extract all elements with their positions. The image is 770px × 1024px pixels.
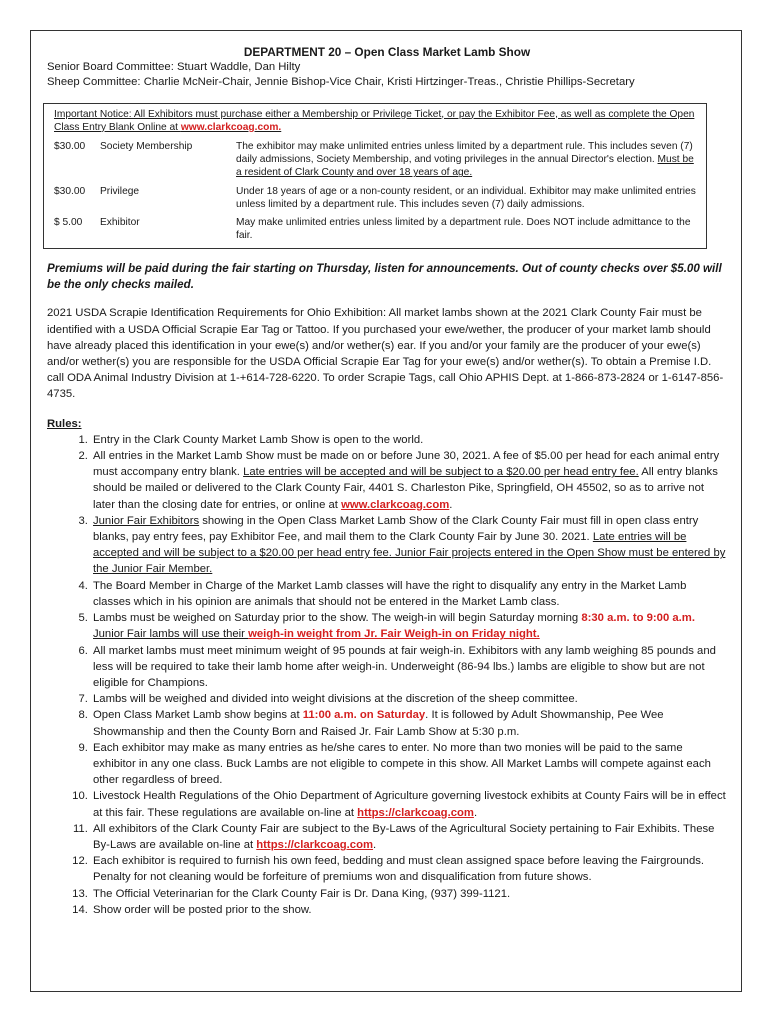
rule-item: 6. All market lambs must meet minimum weight of 95 pounds at fair weigh-in. Exhibitors with any lamb weighing 85 pounds and less will be required to take their lamb home after weigh-in. Underweight (86-94 lbs.) lambs are eligible to show but are not eligible for Champions. [91, 643, 727, 692]
rules-heading: Rules: [47, 417, 82, 430]
clarkcoag-link[interactable]: www.clarkcoag.com [341, 498, 450, 511]
document-content [47, 45, 727, 918]
fee-description: May make unlimited entries unless limited by a department rule. Does NOT include admittance to the fair. [236, 217, 691, 242]
scrapie-requirements: 2021 USDA Scrapie Identification Requirements for Ohio Exhibition: All market lambs shown at the 2021 Clark County Fair must be identified with a USDA Official Scrapie Ear Tag or Tattoo. If you purchased your ewe/wether, the producer of your market lamb should have already placed this identification in your ewe(s) and/or wether(s) ear. If you and/or your family are the producer of your ewe(s) and/or wether(s) you are responsible for the USDA Official Scrapie Ear Tag for your ewe(s) and/or wether(s). To obtain a Premise I.D. call ODA Animal Industry Division at 1-+614-728-6220. To order Scrapie Tags, call Ohio APHIS Dept. at 1-866-873-2824 or 1-6147-856-4735. [47, 307, 724, 401]
premiums-notice: Premiums will be paid during the fair starting on Thursday, listen for announcements. Out of county checks over $5.00 will be the only checks mailed. [47, 262, 722, 292]
fee-name: Exhibitor [100, 217, 140, 229]
page-title: DEPARTMENT 20 – Open Class Market Lamb Show [243, 45, 531, 59]
fee-amount: $ 5.00 [54, 217, 83, 229]
document-page [30, 30, 742, 992]
sheep-committee: Sheep Committee: Charlie McNeir-Chair, Jennie Bishop-Vice Chair, Kristi Hirtzinger-Treas., Christie Phillips-Secretary [47, 76, 635, 89]
clarkcoag-link[interactable]: https://clarkcoag.com [256, 838, 374, 851]
fee-row-exhibitor [54, 216, 698, 242]
fee-name: Privilege [100, 185, 140, 197]
senior-board-committee: Senior Board Committee: Stuart Waddle, Dan Hilty [47, 61, 301, 74]
rule-item: 13. The Official Veterinarian for the Clark County Fair is Dr. Dana King, (937) 399-1121. [91, 886, 727, 902]
rule-item: 5. Lambs must be weighed on Saturday prior to the show. The weigh-in will begin Saturday morning 8:30 a.m. to 9:00 a.m. Junior Fair lambs will use their weigh-in weight from Jr. Fair Weigh-in on Friday night. [91, 610, 727, 642]
rules-list [47, 432, 727, 918]
fee-name: Society Membership [100, 141, 193, 153]
important-notice-box [43, 103, 707, 250]
rule-item: 3. Junior Fair Exhibitors showing in the Open Class Market Lamb Show of the Clark County Fair must fill in open class entry blanks, pay entry fees, pay Exhibitor Fee, and mail them to the Clark County Fair by June 30. 2021. Late entries will be accepted and will be subject to a $20.00 per head entry fee. Junior Fair projects entered in the Open Show must be entered by the Junior Fair Member. [91, 513, 727, 578]
rule-item: 1. Entry in the Clark County Market Lamb Show is open to the world. [91, 432, 727, 448]
fee-description: Under 18 years of age or a non-county resident, or an individual. Exhibitor may make unlimited entries unless limited by a department rule. This includes seven (7) daily admissions. [236, 185, 696, 210]
rule-item: 2. All entries in the Market Lamb Show must be made on or before June 30, 2021. A fee of $5.00 per head for each animal entry must accompany entry blank. Late entries will be accepted and will be subject to a $20.00 per head entry fee. All entry blanks should be mailed or delivered to the Clark County Fair, 4401 S. Charleston Pike, Springfield, OH 45502, so as to arrive not later than the closing date for entries, or online at www.clarkcoag.com. [91, 448, 727, 513]
rule-item: 14. Show order will be posted prior to the show. [91, 902, 727, 918]
rule-item: 12. Each exhibitor is required to furnish his own feed, bedding and must clean assigned space before leaving the Fairgrounds. Penalty for not cleaning would be forfeiture of premiums won and disqualification from future shows. [91, 853, 727, 885]
rule-item: 8. Open Class Market Lamb show begins at 11:00 a.m. on Saturday. It is followed by Adult Showmanship, Pee Wee Showmanship and then the County Born and Raised Jr. Fair Lamb Show at 5:30 p.m. [91, 707, 727, 739]
fee-row-privilege [54, 185, 698, 211]
rule-item: 7. Lambs will be weighed and divided into weight divisions at the discretion of the sheep committee. [91, 691, 727, 707]
rule-item: 4. The Board Member in Charge of the Market Lamb classes will have the right to disqualify any entry in the Market Lamb classes which in his opinion are animals that should not be entered in the Market Lamb class. [91, 578, 727, 610]
rule-item: 9. Each exhibitor may make as many entries as he/she cares to enter. No more than two monies will be paid to the same exhibitor in any one class. Buck Lambs are not eligible to compete in this show. All Market Lambs will compete against each other regardless of breed. [91, 740, 727, 789]
notice-link[interactable]: www.clarkcoag.com. [180, 121, 282, 133]
rule-item: 11. All exhibitors of the Clark County Fair are subject to the By-Laws of the Agricultural Society pertaining to Fair Exhibits. These By-Laws are available on-line at https://clarkcoag.com. [91, 821, 727, 853]
fee-amount: $30.00 [54, 185, 86, 197]
rule-item: 10. Livestock Health Regulations of the Ohio Department of Agriculture governing livestock exhibits at County Fairs will be in effect at this fair. These regulations are available on-line at https://clarkcoag.com. [91, 788, 727, 820]
fee-amount: $30.00 [54, 141, 86, 153]
fee-description: The exhibitor may make unlimited entries unless limited by a department rule. This includes seven (7) daily admissions, Society Membership, and voting privileges in the annual Director's election. Must be a resident of Clark County and over 18 years of age. [236, 141, 694, 179]
fee-row-membership [54, 140, 698, 180]
notice-text: Important Notice: All Exhibitors must purchase either a Membership or Privilege Ticket, or pay the Exhibitor Fee, as well as complete the Open Class Entry Blank Online at www.clarkcoag.com. [54, 108, 695, 133]
clarkcoag-link[interactable]: https://clarkcoag.com [357, 806, 474, 819]
